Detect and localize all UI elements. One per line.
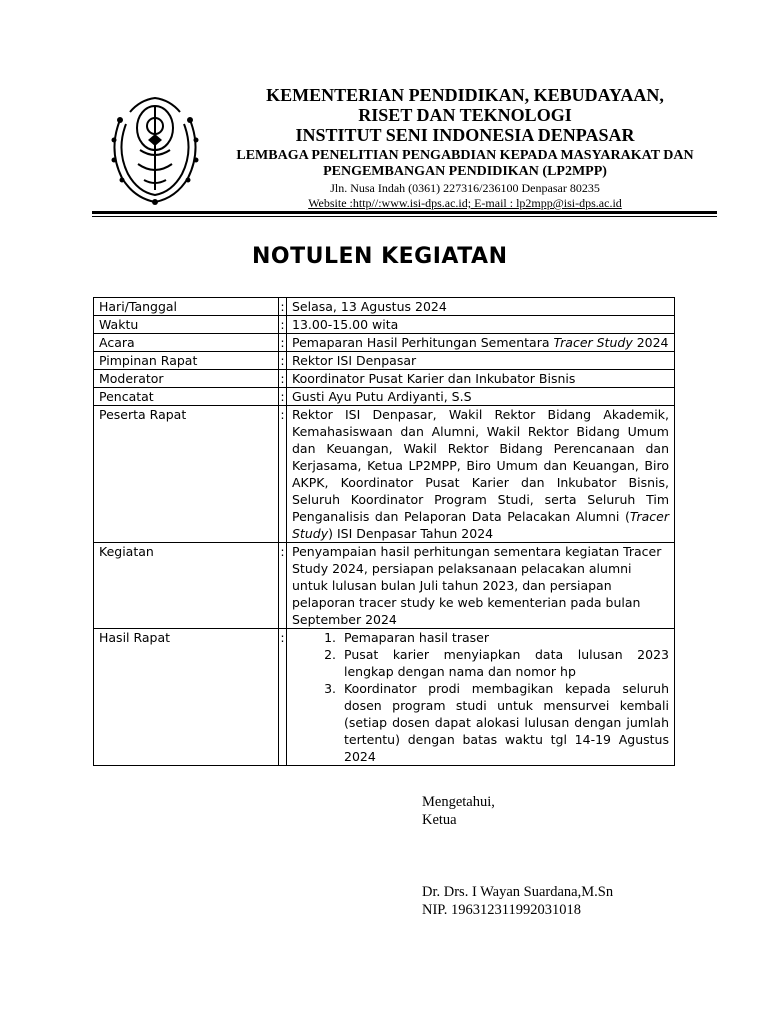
ministry-name: KEMENTERIAN PENDIDIKAN, KEBUDAYAAN, xyxy=(266,85,664,105)
value-italic: Tracer Study xyxy=(292,509,669,541)
table-row xyxy=(94,298,675,316)
result-list xyxy=(292,629,669,765)
row-label: Kegiatan xyxy=(94,543,279,629)
acknowledged-label: Mengetahui, xyxy=(422,794,495,810)
row-value: 13.00-15.00 wita xyxy=(287,316,675,334)
row-label: Waktu xyxy=(94,316,279,334)
value-text: ) ISI Denpasar Tahun 2024 xyxy=(328,526,494,541)
row-label: Pencatat xyxy=(94,388,279,406)
list-item: 1. Pemaparan hasil traser xyxy=(340,629,669,646)
row-value: Rektor ISI Denpasar xyxy=(287,352,675,370)
signatory-name: Dr. Drs. I Wayan Suardana,M.Sn xyxy=(422,884,614,900)
row-value xyxy=(287,406,675,543)
table-row xyxy=(94,388,675,406)
row-colon: : xyxy=(279,629,287,766)
row-colon: : xyxy=(279,406,287,543)
row-label: Pimpinan Rapat xyxy=(94,352,279,370)
unit-name: LEMBAGA PENELITIAN PENGABDIAN KEPADA MASYARAKAT DAN xyxy=(236,148,694,163)
row-label: Hari/Tanggal xyxy=(94,298,279,316)
row-colon: : xyxy=(280,389,285,404)
ministry-name-cont: RISET DAN TEKNOLOGI xyxy=(358,105,572,125)
row-colon: : xyxy=(280,353,285,368)
isi-denpasar-logo xyxy=(100,90,210,208)
table-row xyxy=(94,629,675,766)
table-row xyxy=(94,370,675,388)
page-title: NOTULEN KEGIATAN xyxy=(252,244,508,269)
row-label: Acara xyxy=(94,334,279,352)
list-item: 3. Koordinator prodi membagikan kepada seluruh dosen program studi untuk mensurvei kembali (setiap dosen dapat alokasi lulusan dengan jumlah tertentu) dengan batas waktu tgl 14-19 Agustus 2024 xyxy=(340,680,669,765)
row-value: Penyampaian hasil perhitungan sementara kegiatan Tracer Study 2024, persiapan pelaksanaan pelacakan alumni untuk lulusan bulan Juli tahun 2023, dan persiapan pelaporan tracer study ke web kementerian pada bulan September 2024 xyxy=(287,543,675,629)
row-value: Selasa, 13 Agustus 2024 xyxy=(287,298,675,316)
letterhead xyxy=(215,86,715,210)
address: Jln. Nusa Indah (0361) 227316/236100 Denpasar 80235 xyxy=(330,181,600,195)
value-text: Pemaparan Hasil Perhitungan Sementara xyxy=(292,335,554,350)
table-row xyxy=(94,543,675,629)
unit-name-cont: PENGEMBANGAN PENDIDIKAN (LP2MPP) xyxy=(323,164,607,179)
row-colon: : xyxy=(280,299,285,314)
signature-block xyxy=(422,793,613,919)
list-item: 2. Pusat karier menyiapkan data lulusan 2023 lengkap dengan nama dan nomor hp xyxy=(340,646,669,680)
row-label: Moderator xyxy=(94,370,279,388)
letterhead-divider-thin xyxy=(92,216,717,217)
institute-name: INSTITUT SENI INDONESIA DENPASAR xyxy=(295,125,635,145)
value-text: 2024 xyxy=(632,335,669,350)
row-label: Hasil Rapat xyxy=(94,629,279,766)
letterhead-divider-thick xyxy=(92,211,717,214)
table-row xyxy=(94,316,675,334)
row-value: Gusti Ayu Putu Ardiyanti, S.S xyxy=(287,388,675,406)
value-italic: Tracer Study xyxy=(553,335,633,350)
minutes-table xyxy=(93,297,675,766)
row-colon: : xyxy=(280,371,285,386)
row-label: Peserta Rapat xyxy=(94,406,279,543)
row-colon: : xyxy=(279,543,287,629)
table-row xyxy=(94,352,675,370)
value-text: Rektor ISI Denpasar, Wakil Rektor Bidang Akademik, Kemahasiswaan dan Alumni, Wakil Rektor Bidang Umum dan Keuangan, Wakil Rektor Bidang Perencanaan dan Kerjasama, Ketua LP2MPP, Biro Umum dan Keuangan, Biro AKPK, Koordinator Pusat Karier dan Inkubator Bisnis, Seluruh Koordinator Program Studi, serta Seluruh Tim Penganalisis dan Pelaporan Data Pelacakan Alumni ( xyxy=(292,407,669,524)
table-row xyxy=(94,406,675,543)
table-row xyxy=(94,334,675,352)
signatory-role: Ketua xyxy=(422,812,457,828)
row-value xyxy=(287,629,675,766)
row-colon: : xyxy=(280,335,285,350)
row-colon: : xyxy=(280,317,285,332)
row-value: Koordinator Pusat Karier dan Inkubator Bisnis xyxy=(287,370,675,388)
row-value xyxy=(287,334,675,352)
signatory-nip: NIP. 196312311992031018 xyxy=(422,902,581,918)
contact-line: Website :http//:www.isi-dps.ac.id; E-mail : lp2mpp@isi-dps.ac.id xyxy=(308,196,622,210)
